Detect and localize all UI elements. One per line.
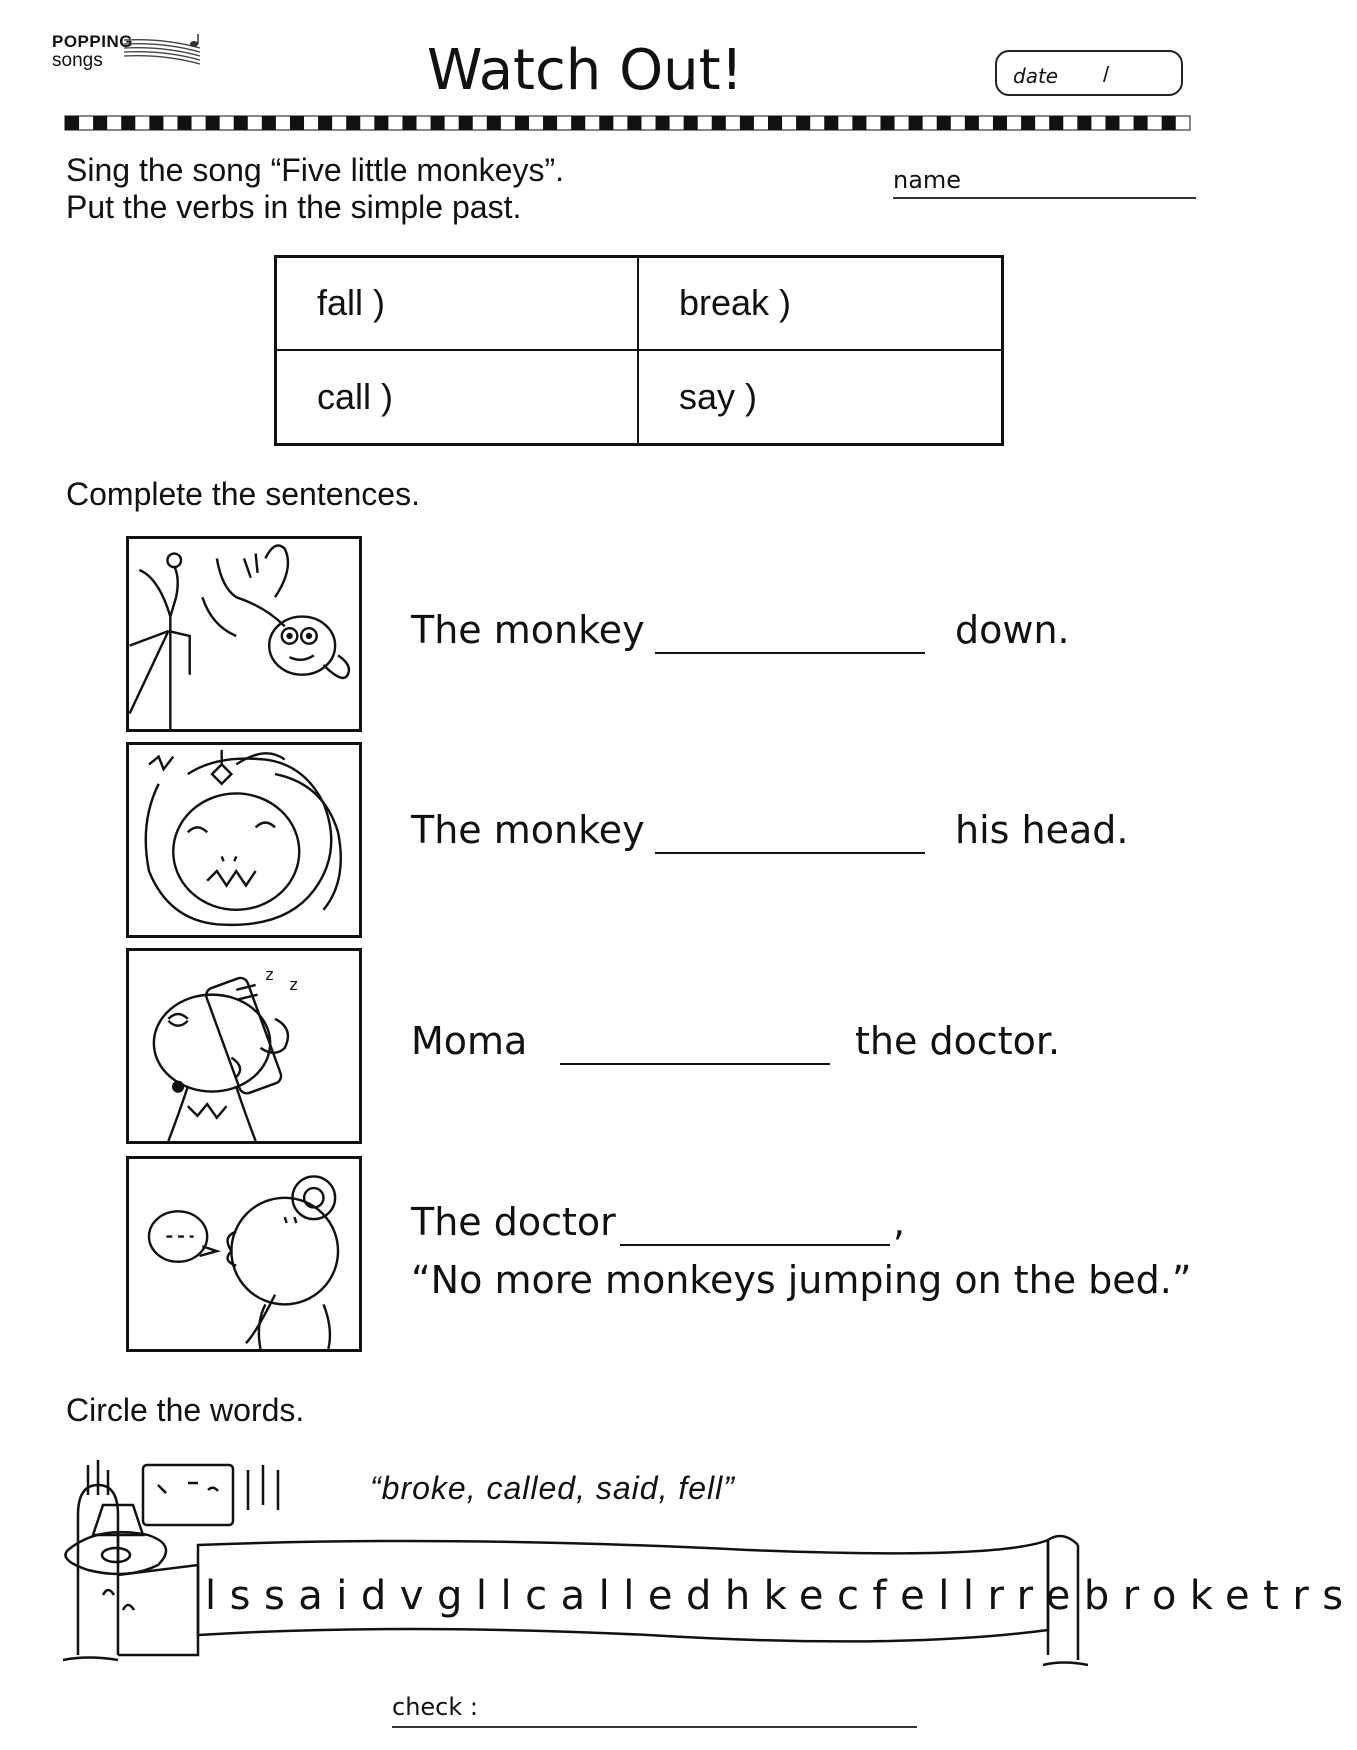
verb-cell-fall[interactable]: fall ) xyxy=(277,258,639,351)
checker-square xyxy=(1162,116,1176,130)
date-label: date xyxy=(1013,64,1059,88)
monkey-falling-picture xyxy=(126,536,362,732)
checker-square xyxy=(1021,116,1035,130)
checker-square xyxy=(852,116,866,130)
letter-string-puzzle[interactable]: lssaidvgllcalledhkecfellrrebroketrs xyxy=(205,1573,1357,1619)
verb-cell-break[interactable]: break ) xyxy=(639,258,1001,351)
verb-table xyxy=(274,255,1004,446)
name-input-line[interactable] xyxy=(893,197,1196,199)
checker-square xyxy=(824,116,838,130)
sentence-1-start: The monkey xyxy=(411,608,645,652)
checker-square xyxy=(234,116,248,130)
checker-square xyxy=(93,116,107,130)
checker-square xyxy=(768,116,782,130)
popping-songs-logo xyxy=(52,32,212,82)
checker-square xyxy=(374,116,388,130)
checker-square xyxy=(543,116,557,130)
checker-square xyxy=(318,116,332,130)
checker-square xyxy=(712,116,726,130)
sentence-3-start: Moma xyxy=(411,1019,528,1063)
svg-text:z: z xyxy=(265,966,274,985)
checker-square xyxy=(1105,116,1119,130)
monkey-head-bump-picture xyxy=(126,742,362,938)
checker-square xyxy=(1134,116,1148,130)
checker-square xyxy=(262,116,276,130)
instructions xyxy=(66,152,564,226)
checkered-divider xyxy=(65,116,1190,130)
checker-square xyxy=(206,116,220,130)
verb-cell-call[interactable]: call ) xyxy=(277,351,639,444)
sentence-3-end: the doctor. xyxy=(855,1019,1061,1063)
checker-square xyxy=(740,116,754,130)
checker-square xyxy=(290,116,304,130)
logo-bottom-text: songs xyxy=(52,50,103,71)
checker-square xyxy=(599,116,613,130)
svg-text:z: z xyxy=(289,975,298,994)
checker-square xyxy=(880,116,894,130)
verb-cell-say[interactable]: say ) xyxy=(679,375,758,417)
sentence-4-blank[interactable] xyxy=(620,1244,890,1246)
checker-square xyxy=(909,116,923,130)
checker-square xyxy=(937,116,951,130)
date-field[interactable] xyxy=(995,50,1183,96)
checker-square xyxy=(571,116,585,130)
sentence-4-quote: “No more monkeys jumping on the bed.” xyxy=(411,1258,1192,1302)
name-label: name xyxy=(893,166,962,194)
sentence-2-end: his head. xyxy=(955,808,1129,852)
complete-heading: Complete the sentences. xyxy=(66,476,420,512)
date-separator: / xyxy=(1103,62,1110,87)
checker-square xyxy=(149,116,163,130)
moma-calling-picture xyxy=(126,948,362,1144)
music-staff-icon xyxy=(124,34,204,70)
word-list: “broke, called, said, fell” xyxy=(370,1470,735,1506)
sentence-2-blank[interactable] xyxy=(655,852,925,854)
checker-square xyxy=(684,116,698,130)
check-input-line[interactable] xyxy=(392,1726,917,1728)
checker-square xyxy=(993,116,1007,130)
logo-top-text: POPPING xyxy=(52,32,133,51)
checker-square xyxy=(515,116,529,130)
checker-square xyxy=(487,116,501,130)
checker-square xyxy=(796,116,810,130)
checker-square xyxy=(431,116,445,130)
instruction-line-2: Put the verbs in the simple past. xyxy=(66,189,522,225)
sentence-3-blank[interactable] xyxy=(560,1063,830,1065)
doctor-speaking-picture xyxy=(126,1156,362,1352)
checker-square xyxy=(965,116,979,130)
sentence-2-start: The monkey xyxy=(411,808,645,852)
instruction-line-1: Sing the song “Five little monkeys”. xyxy=(66,152,564,188)
checker-square xyxy=(121,116,135,130)
checker-square xyxy=(177,116,191,130)
check-label: check : xyxy=(392,1693,478,1721)
page-title: Watch Out! xyxy=(426,38,744,103)
checker-square xyxy=(346,116,360,130)
checker-square xyxy=(1049,116,1063,130)
circle-heading: Circle the words. xyxy=(66,1392,305,1428)
sentence-1-blank[interactable] xyxy=(655,652,925,654)
checker-square xyxy=(65,116,79,130)
checker-square xyxy=(627,116,641,130)
checker-square xyxy=(402,116,416,130)
sentence-1-end: down. xyxy=(955,608,1070,652)
sentence-4-start: The doctor xyxy=(411,1200,616,1244)
checker-square xyxy=(459,116,473,130)
checker-square xyxy=(656,116,670,130)
sentence-4-comma: , xyxy=(893,1200,906,1244)
checker-square xyxy=(1077,116,1091,130)
